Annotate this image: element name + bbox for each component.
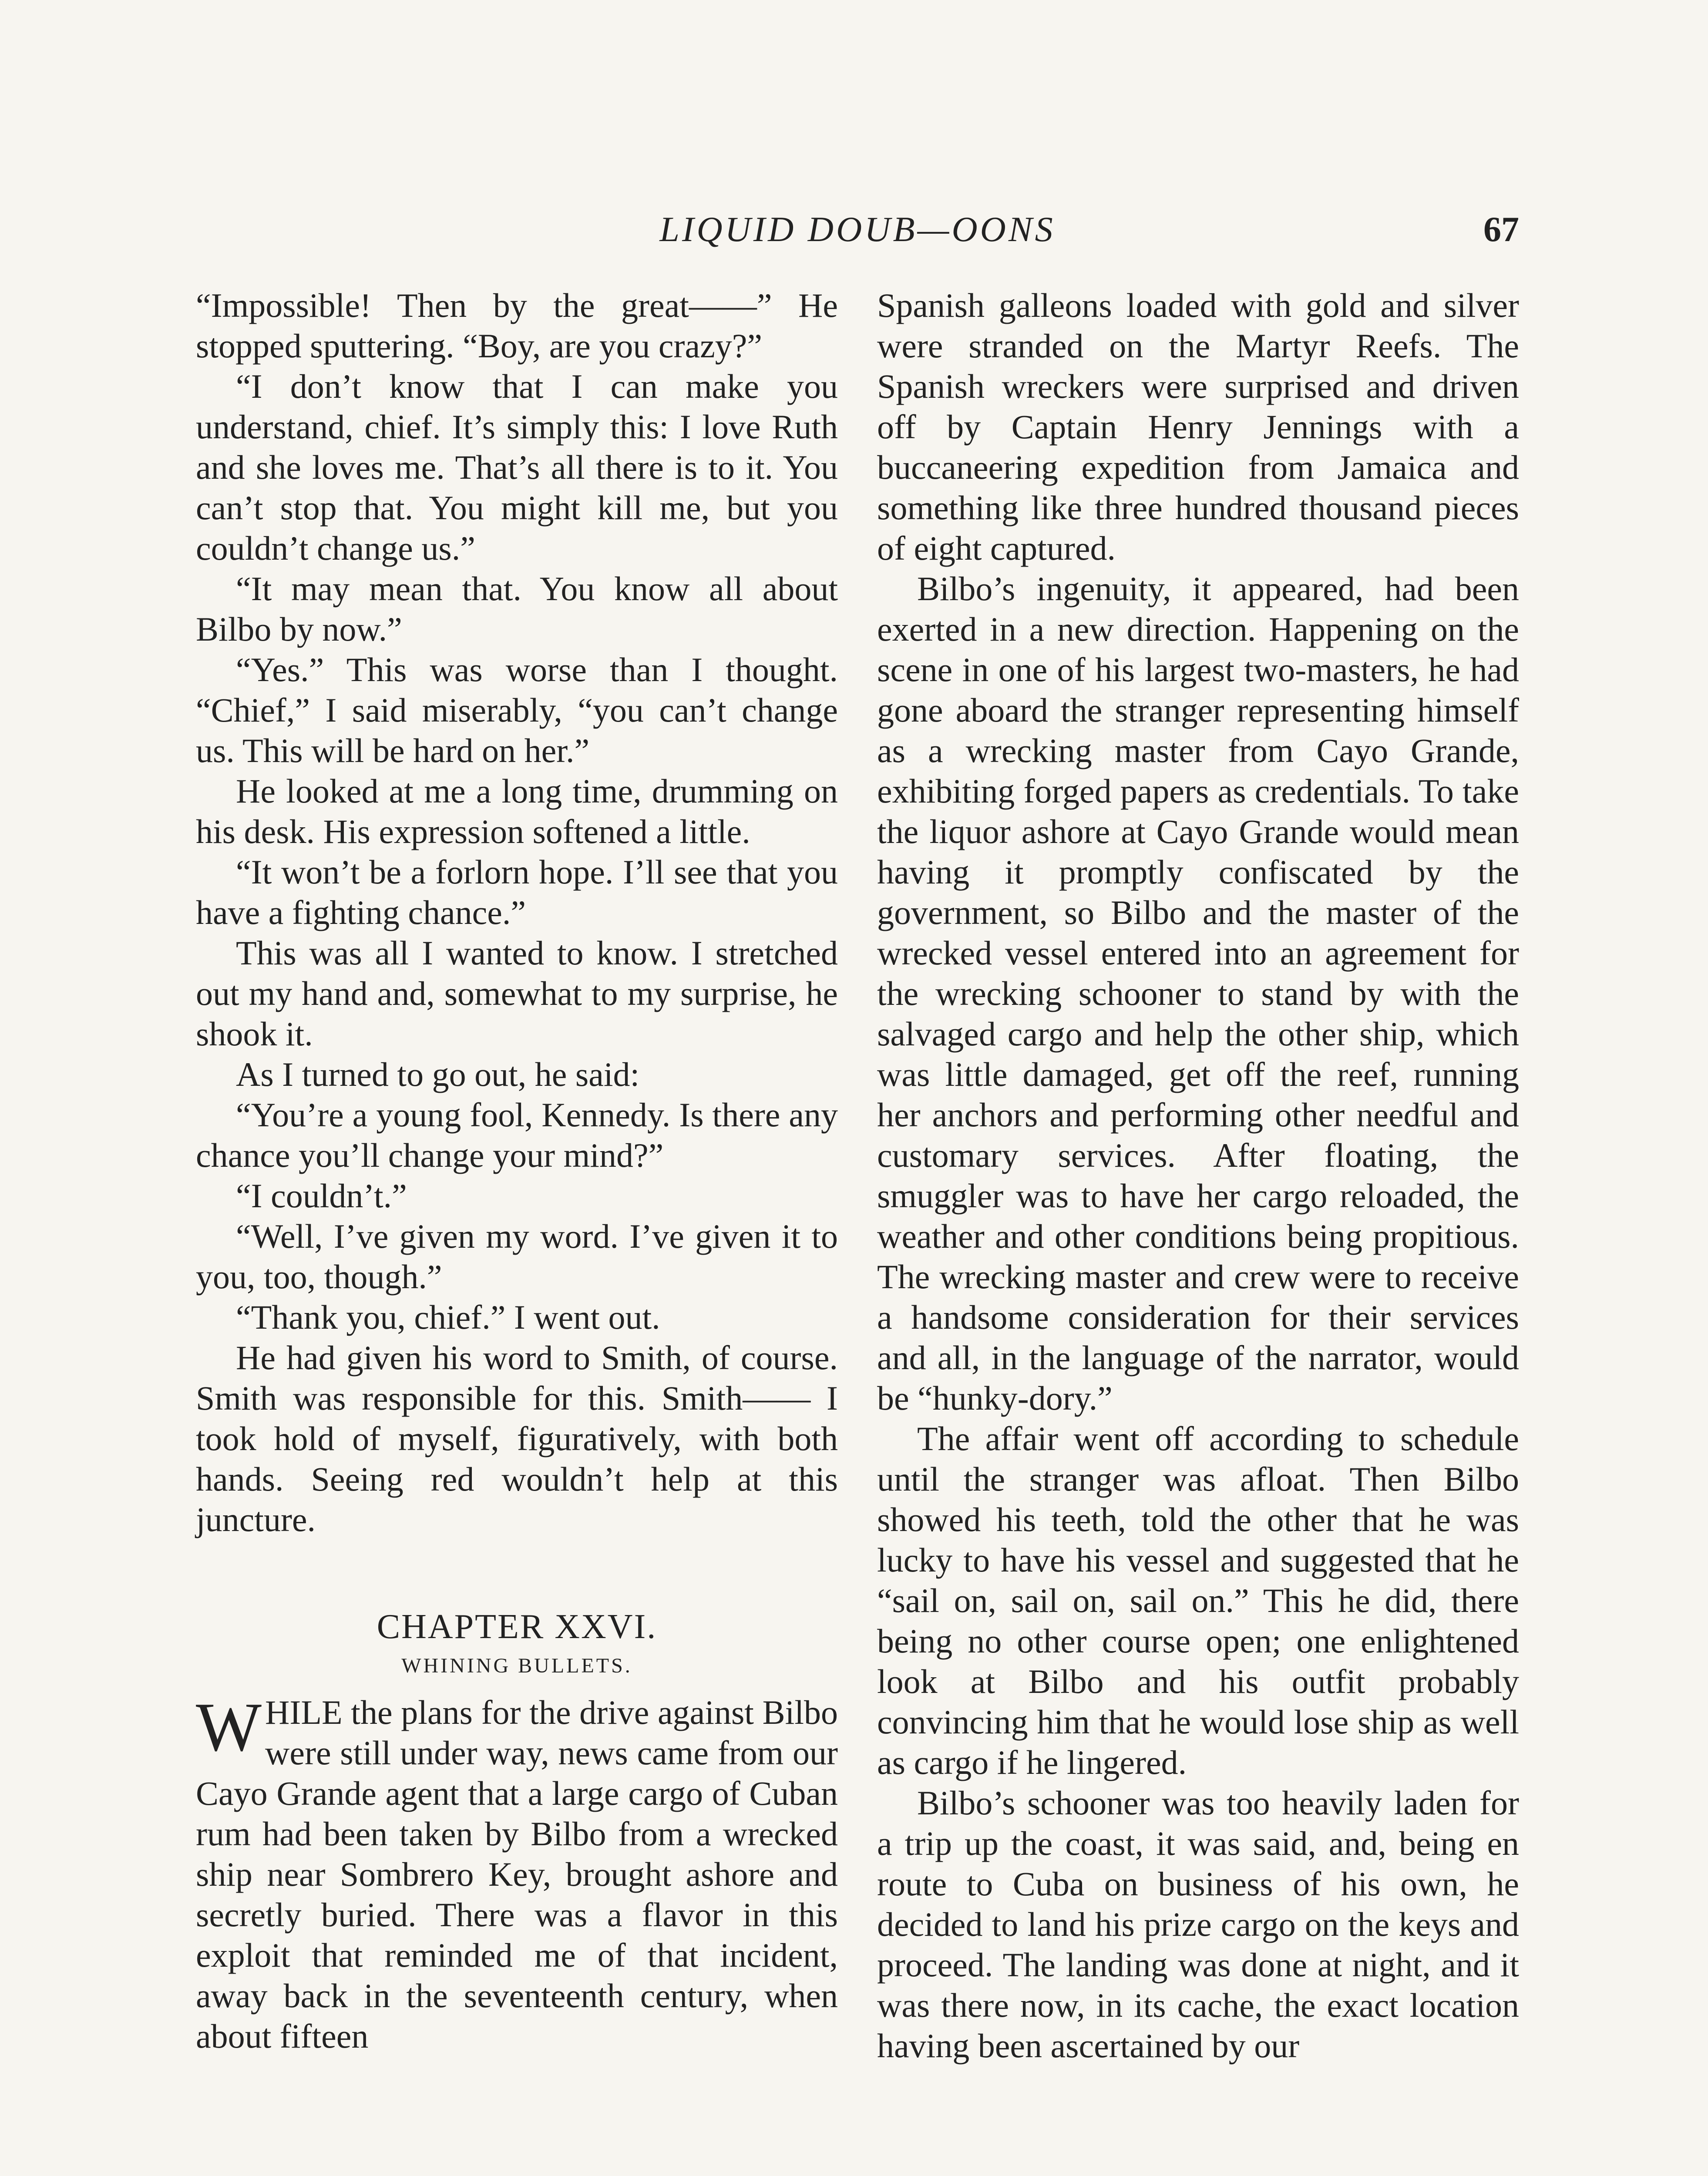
page-header — [196, 209, 1519, 257]
paragraph: “I couldn’t.” — [236, 1177, 407, 1215]
paragraph: The affair went off according to schedule until the stranger was afloat. Then Bilbo showed his teeth, told the other that he was lucky to have his vessel and suggested that he “sail on, sail on, sail on.” This he did, there being no other course open; one enlightened look at Bilbo and his outfit probably convincing him that he would lose ship as well as cargo if he lingered. — [877, 1420, 1519, 1781]
paragraph: “Impossible! Then by the great——” He stopped sputtering. “Boy, are you crazy?” — [196, 286, 838, 365]
paragraph: “Yes.” This was worse than I thought. “Chief,” I said miserably, “you can’t change us. This will be hard on her.” — [196, 651, 838, 769]
paragraph: “I don’t know that I can make you understand, chief. It’s simply this: I love Ruth and she loves me. That’s all there is to it. You can’t stop that. You might kill me, but you couldn’t change us.” — [196, 367, 838, 567]
paragraph: He looked at me a long time, drumming on his desk. His expression softened a little. — [196, 772, 838, 850]
left-column — [196, 285, 838, 2056]
paragraph: Spanish galleons loaded with gold and silver were stranded on the Martyr Reefs. The Spanish wreckers were surprised and driven off by Captain Henry Jennings with a buccaneering expedition from Jamaica and something like three hundred thousand pieces of eight captured. — [877, 286, 1519, 567]
page-number: 67 — [1483, 209, 1519, 249]
paragraph: “Well, I’ve given my word. I’ve given it to you, too, though.” — [196, 1217, 838, 1296]
running-title: LIQUID DOUB—OONS — [659, 209, 1056, 249]
chapter-opening-paragraph — [196, 1688, 838, 2056]
paragraph: He had given his word to Smith, of course. Smith was responsible for this. Smith—— I took hold of myself, figuratively, with both hands. Seeing red wouldn’t help at this juncture. — [196, 1339, 838, 1538]
chapter-heading: CHAPTER XXVI. — [377, 1608, 657, 1646]
right-column — [877, 285, 1519, 2066]
paragraph: As I turned to go out, he said: — [236, 1055, 640, 1093]
paragraph: “You’re a young fool, Kennedy. Is there any chance you’ll change your mind?” — [196, 1096, 838, 1174]
paragraph: Bilbo’s ingenuity, it appeared, had been exerted in a new direction. Happening on the scene in one of his largest two-masters, he had gone aboard the stranger representing himself as a wrecking master from Cayo Grande, exhibiting forged papers as credentials. To take the liquor ashore at Cayo Grande would mean having it promptly confiscated by the government, so Bilbo and the master of the wrecked vessel entered into an agreement for the wrecking schooner to stand by with the salvaged cargo and help the other ship, which was little damaged, get off the reef, running her anchors and performing other needful and customary services. After floating, the smuggler was to have her cargo reloaded, the weather and other conditions being propitious. The wrecking master and crew were to receive a handsome consideration for their services and all, in the language of the narrator, would be “hunky-dory.” — [877, 570, 1519, 1417]
paragraph: “Thank you, chief.” I went out. — [236, 1298, 660, 1336]
paragraph: “It won’t be a forlorn hope. I’ll see that you have a fighting chance.” — [196, 853, 838, 931]
drop-cap: W — [196, 1688, 262, 1766]
paragraph-text: HILE the plans for the drive against Bilbo were still under way, news came from our Cayo Grande agent that a large cargo of Cuban rum had been taken by Bilbo from a wrecked ship near Sombrero Key, brought ashore and secretly buried. There was a flavor in this exploit that reminded me of that incident, away back in the seventeenth century, when about fifteen — [196, 1693, 838, 2055]
chapter-subtitle: WHINING BULLETS. — [401, 1654, 632, 1677]
paragraph: This was all I wanted to know. I stretched out my hand and, somewhat to my surprise, he shook it. — [196, 934, 838, 1053]
paragraph: Bilbo’s schooner was too heavily laden for a trip up the coast, it was said, and, being en route to Cuba on business of his own, he decided to land his prize cargo on the keys and proceed. The landing was done at night, and it was there now, in its cache, the exact location having been ascertained by our — [877, 1784, 1519, 2065]
paragraph: “It may mean that. You know all about Bilbo by now.” — [196, 570, 838, 648]
